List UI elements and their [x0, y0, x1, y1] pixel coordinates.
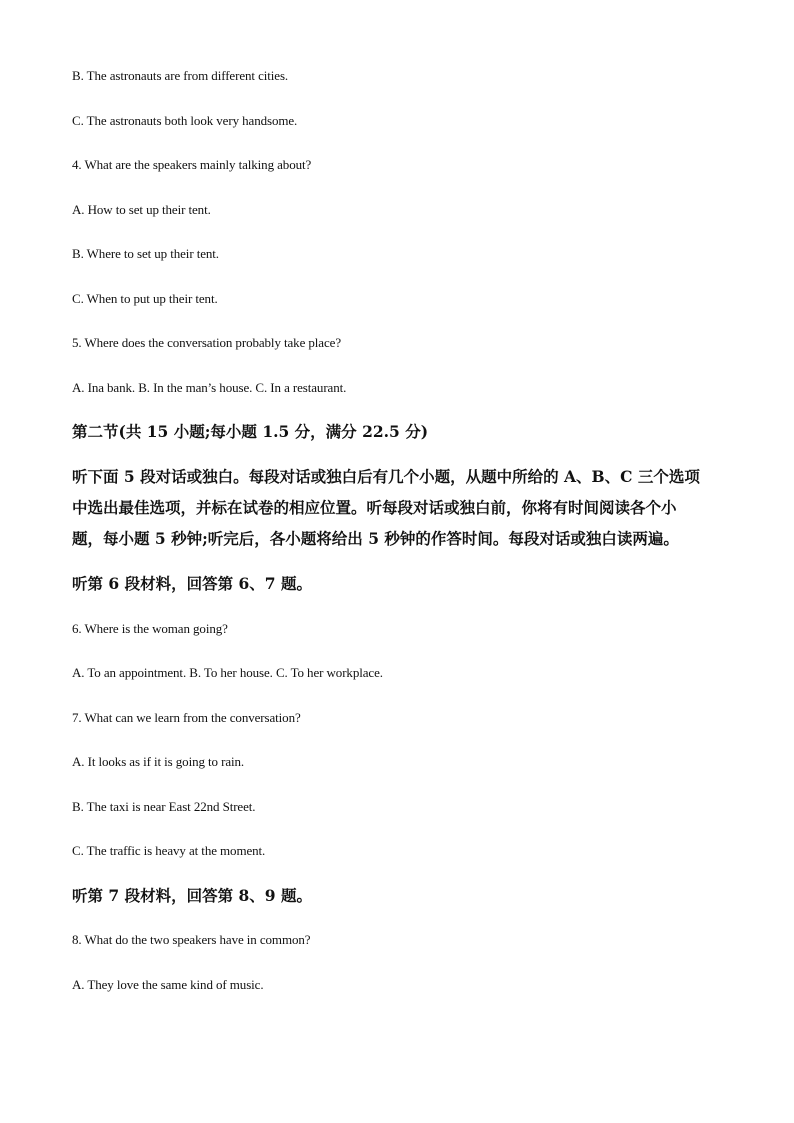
group-7-heading: 听第 7 段材料，回答第 8、9 题。 — [72, 886, 312, 905]
instruction-line-2: 中选出最佳选项，并标在试卷的相应位置。听每段对话或独白前，你将有时间阅读各个小 — [72, 498, 677, 517]
instruction-line-3: 题，每小题 5 秒钟;听完后，各小题将给出 5 秒钟的作答时间。每段对话或独白读两遍。 — [72, 529, 679, 548]
option-7b: B. The taxi is near East 22nd Street. — [72, 799, 256, 814]
question-7: 7. What can we learn from the conversation? — [72, 710, 301, 725]
option-4b: B. Where to set up their tent. — [72, 246, 219, 261]
group-6-heading: 听第 6 段材料，回答第 6、7 题。 — [72, 574, 312, 593]
option-3c: C. The astronauts both look very handsome. — [72, 113, 298, 128]
option-7a: A. It looks as if it is going to rain. — [72, 754, 245, 769]
option-8a: A. They love the same kind of music. — [72, 977, 264, 992]
section-2-instructions — [72, 461, 722, 554]
instruction-line-1: 听下面 5 段对话或独白。每段对话或独白后有几个小题，从题中所给的 A、B、C 三个选项 — [72, 467, 700, 486]
option-4a: A. How to set up their tent. — [72, 202, 211, 217]
question-6: 6. Where is the woman going? — [72, 621, 228, 636]
question-8: 8. What do the two speakers have in common? — [72, 932, 311, 947]
options-6: A. To an appointment. B. To her house. C. To her workplace. — [72, 665, 383, 680]
option-4c: C. When to put up their tent. — [72, 291, 218, 306]
options-5: A. Ina bank. B. In the man’s house. C. In a restaurant. — [72, 380, 347, 395]
question-5: 5. Where does the conversation probably take place? — [72, 335, 341, 350]
section-2-title: 第二节(共 15 小题;每小题 1.5 分，满分 22.5 分) — [72, 422, 429, 441]
question-4: 4. What are the speakers mainly talking about? — [72, 157, 312, 172]
option-7c: C. The traffic is heavy at the moment. — [72, 843, 266, 858]
option-3b: B. The astronauts are from different cities. — [72, 68, 289, 83]
